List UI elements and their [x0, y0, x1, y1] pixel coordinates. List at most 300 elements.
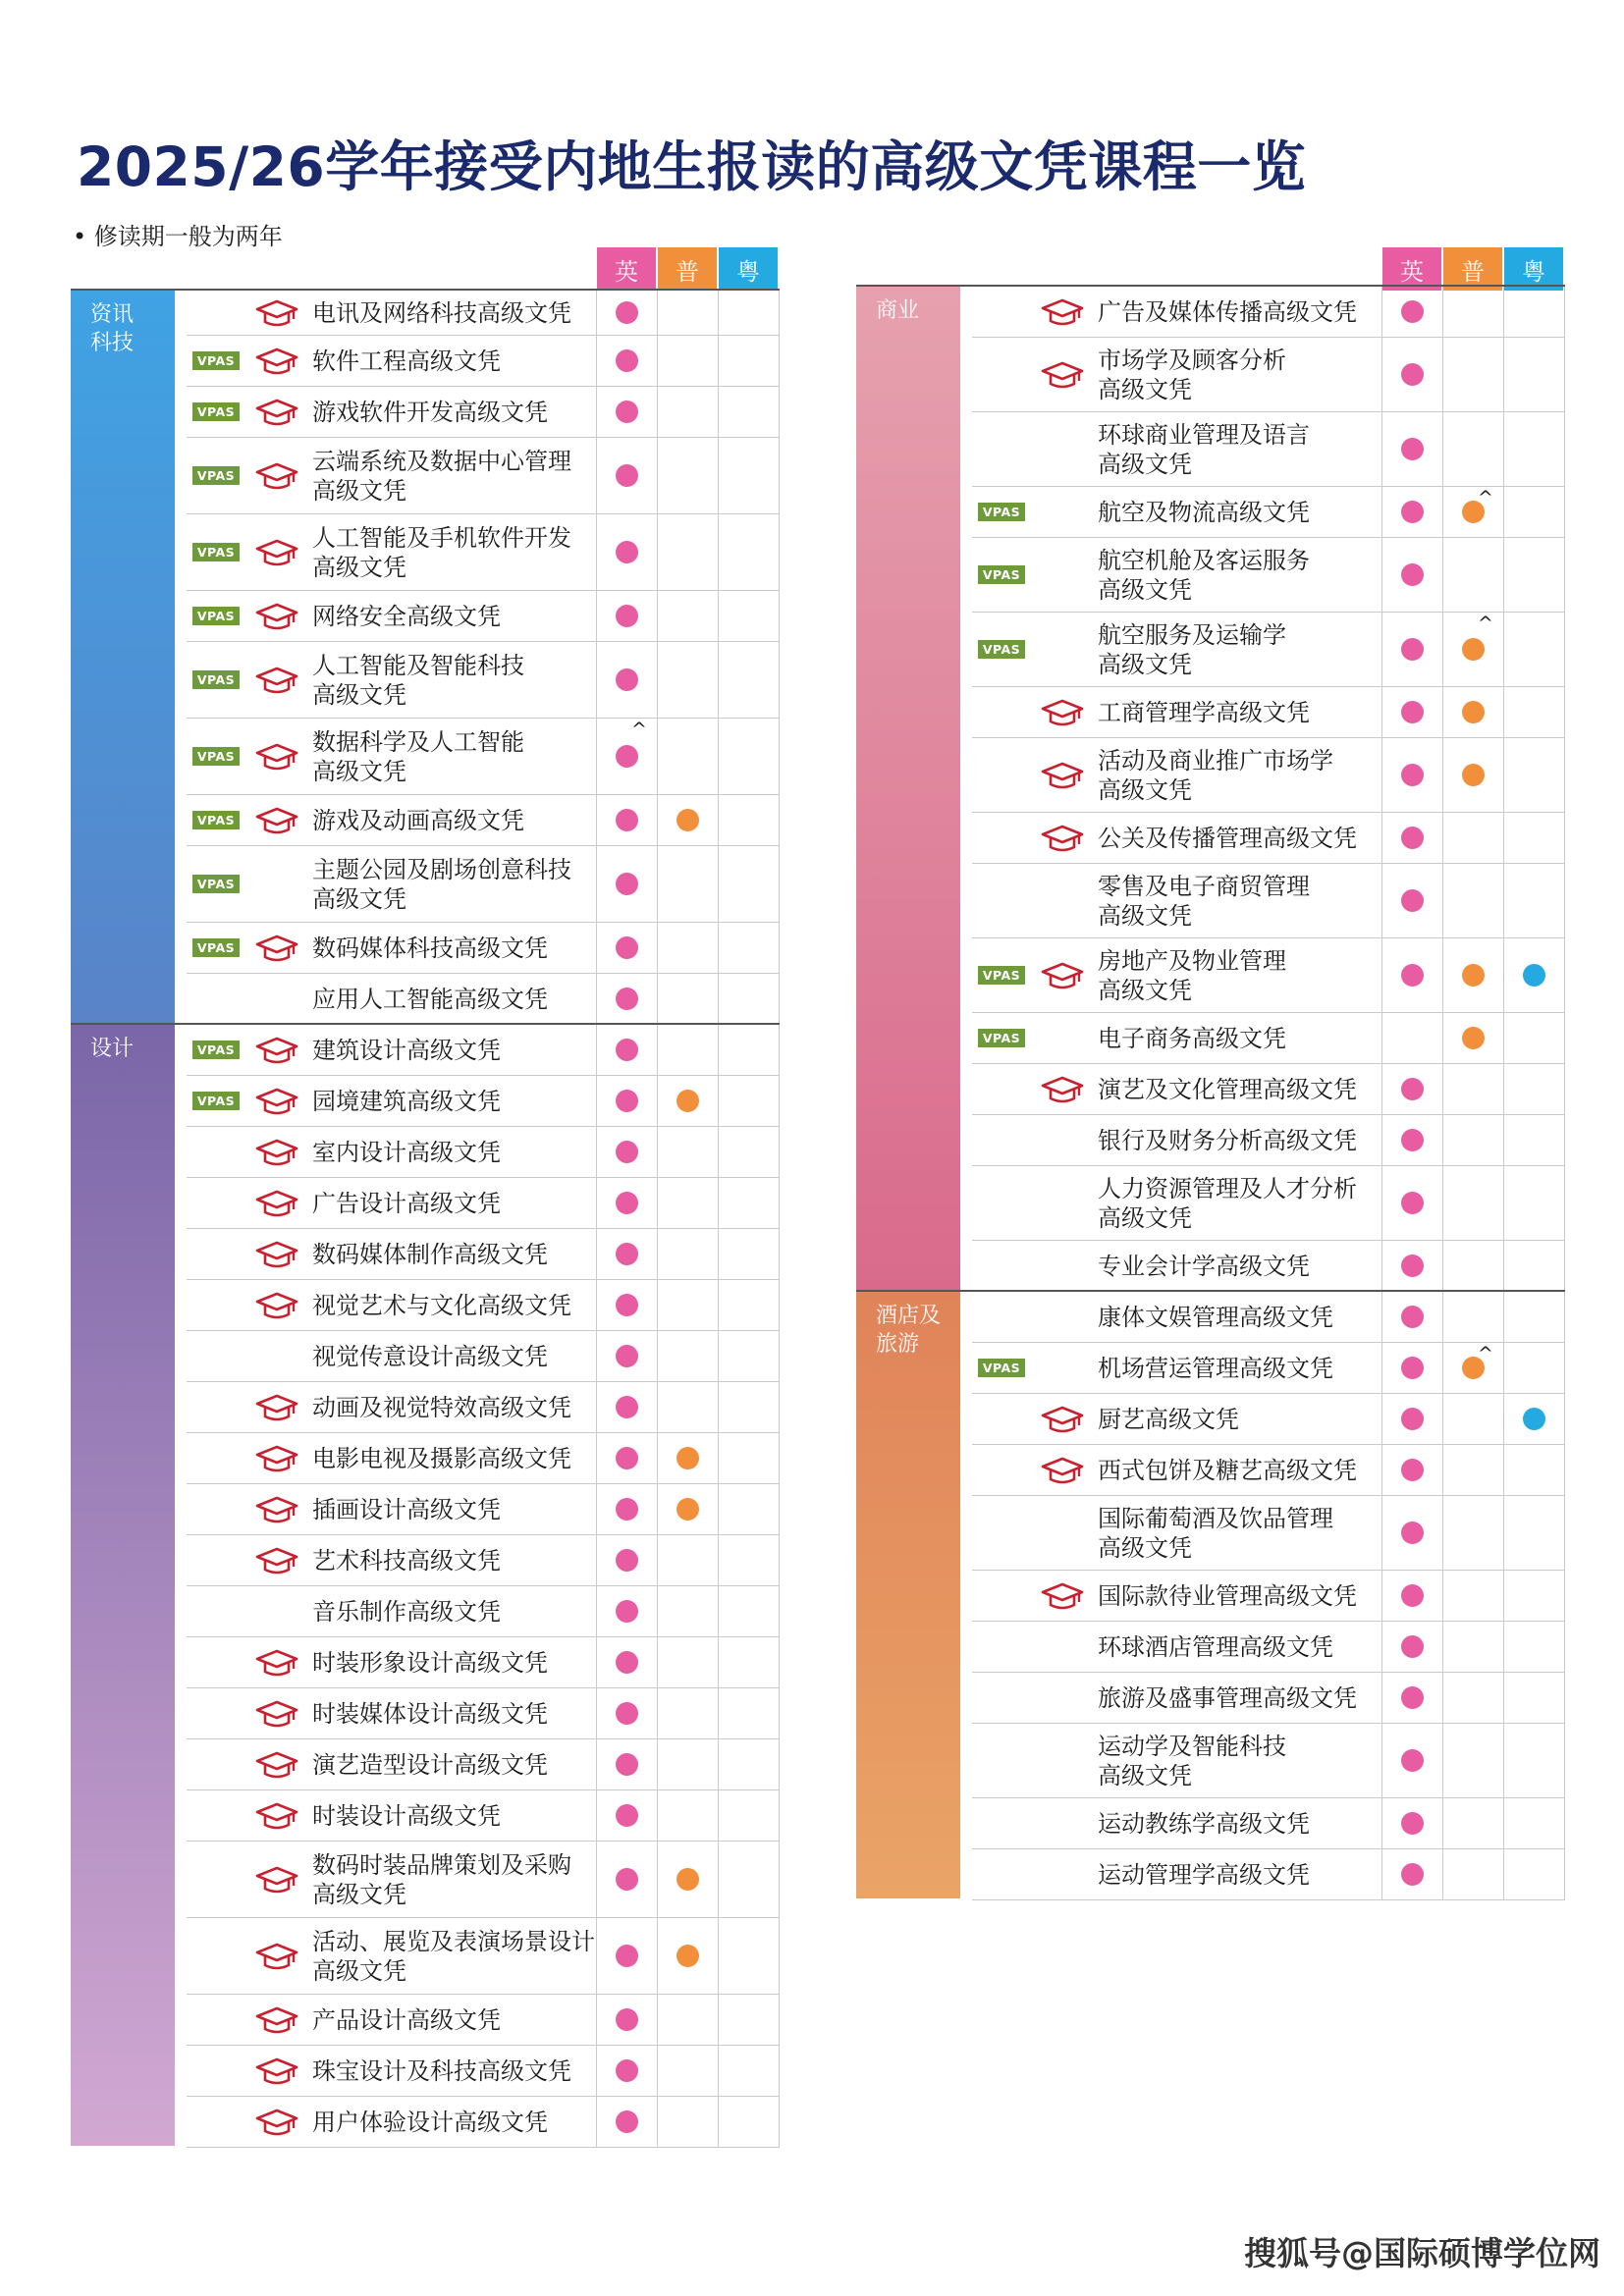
- vpas-cell: [187, 336, 245, 386]
- course-row: [972, 1724, 1565, 1798]
- icon-cell: [245, 1790, 308, 1841]
- english-cell: [597, 846, 658, 922]
- putonghua-cell: [1443, 813, 1504, 863]
- vpas-badge: VPAS: [192, 811, 240, 829]
- icon-cell: [245, 514, 308, 590]
- icon-cell: [1031, 1496, 1094, 1570]
- vpas-cell: [187, 1484, 245, 1534]
- cantonese-header: 粤: [719, 247, 780, 291]
- graduation-cap-icon: [1040, 698, 1085, 727]
- course-name: 国际款待业管理高级文凭: [1094, 1571, 1382, 1621]
- english-dot: [1401, 363, 1424, 386]
- course-name: 电影电视及摄影高级文凭: [308, 1433, 597, 1483]
- course-name: 西式包饼及糖艺高级文凭: [1094, 1445, 1382, 1495]
- english-cell: [1382, 1849, 1443, 1899]
- icon-cell: [245, 1535, 308, 1585]
- graduation-cap-icon: [254, 666, 299, 695]
- vpas-cell: [972, 864, 1031, 937]
- icon-cell: [245, 438, 308, 513]
- icon-cell: [1031, 813, 1094, 863]
- cantonese-cell: [719, 2046, 780, 2096]
- english-dot: [1401, 438, 1424, 460]
- english-cell: [1382, 1394, 1443, 1444]
- english-dot: [616, 1702, 638, 1725]
- course-name: 用户体验设计高级文凭: [308, 2097, 597, 2147]
- vpas-cell: [187, 1229, 245, 1279]
- course-row: [972, 1798, 1565, 1849]
- course-row: [972, 1622, 1565, 1673]
- vpas-cell: [187, 1842, 245, 1917]
- course-row: [187, 1739, 780, 1790]
- graduation-cap-icon: [1040, 1075, 1085, 1104]
- english-dot: [616, 2059, 638, 2082]
- vpas-badge: VPAS: [192, 1092, 240, 1110]
- course-row: [187, 2046, 780, 2097]
- cantonese-cell: [719, 1484, 780, 1534]
- putonghua-cell: [658, 974, 719, 1024]
- category-section: [71, 1023, 780, 2146]
- icon-cell: [245, 1025, 308, 1075]
- icon-cell: [1031, 687, 1094, 737]
- vpas-cell: [972, 1343, 1031, 1393]
- cantonese-cell: [1504, 338, 1565, 411]
- course-row: [187, 1790, 780, 1842]
- icon-cell: [1031, 1064, 1094, 1114]
- cantonese-cell: [1504, 613, 1565, 686]
- english-cell: [1382, 613, 1443, 686]
- vpas-cell: [187, 1739, 245, 1789]
- english-cell: [597, 1842, 658, 1917]
- course-row: [187, 1535, 780, 1586]
- cantonese-cell: [1504, 1115, 1565, 1165]
- vpas-cell: [187, 2097, 245, 2147]
- english-cell: [1382, 1115, 1443, 1165]
- vpas-cell: [972, 487, 1031, 537]
- english-cell: [1382, 487, 1443, 537]
- cantonese-cell: [1504, 1849, 1565, 1899]
- cantonese-cell: [719, 1433, 780, 1483]
- icon-cell: [1031, 1166, 1094, 1240]
- cantonese-cell: [1504, 1622, 1565, 1672]
- icon-cell: [1031, 1241, 1094, 1291]
- putonghua-cell: [658, 1331, 719, 1381]
- english-cell: [597, 1331, 658, 1381]
- english-cell: [597, 1484, 658, 1534]
- icon-cell: [1031, 864, 1094, 937]
- english-cell: [1382, 538, 1443, 612]
- putonghua-cell: [658, 336, 719, 386]
- icon-cell: [245, 2046, 308, 2096]
- english-dot: [1401, 1306, 1424, 1328]
- graduation-cap-icon: [254, 1291, 299, 1320]
- icon-cell: [1031, 1849, 1094, 1899]
- putonghua-cell: [658, 846, 719, 922]
- graduation-cap-icon: [254, 2056, 299, 2086]
- english-cell: [597, 923, 658, 973]
- vpas-cell: [972, 1445, 1031, 1495]
- course-name: 产品设计高级文凭: [308, 1995, 597, 2045]
- putonghua-cell: [1443, 1166, 1504, 1240]
- graduation-cap-icon: [254, 806, 299, 835]
- english-cell: [597, 1739, 658, 1789]
- icon-cell: [245, 1688, 308, 1738]
- english-cell: [597, 1280, 658, 1330]
- graduation-cap-icon: [254, 298, 299, 328]
- english-cell: [1382, 738, 1443, 812]
- icon-cell: [245, 1229, 308, 1279]
- vpas-badge: VPAS: [192, 543, 240, 561]
- icon-cell: [1031, 1013, 1094, 1063]
- course-name: 数码媒体科技高级文凭: [308, 923, 597, 973]
- english-cell: [597, 1637, 658, 1687]
- english-cell: [597, 974, 658, 1024]
- icon-cell: [1031, 1445, 1094, 1495]
- putonghua-cell: [658, 291, 719, 335]
- putonghua-cell: [658, 2046, 719, 2096]
- putonghua-cell: [1443, 1622, 1504, 1672]
- course-name: 数据科学及人工智能 高级文凭: [308, 719, 597, 794]
- vpas-cell: [187, 1127, 245, 1177]
- course-name: 广告设计高级文凭: [308, 1178, 597, 1228]
- course-row: [187, 1586, 780, 1637]
- english-cell: [597, 1382, 658, 1432]
- course-row: [972, 1496, 1565, 1571]
- course-row: [187, 719, 780, 795]
- course-row: [187, 1637, 780, 1688]
- course-name: 时装设计高级文凭: [308, 1790, 597, 1841]
- course-row: [972, 338, 1565, 412]
- putonghua-dot: [1462, 1027, 1485, 1049]
- english-cell: [597, 514, 658, 590]
- course-row: [972, 738, 1565, 813]
- cantonese-cell: [1504, 1798, 1565, 1848]
- putonghua-cell: [1443, 287, 1504, 337]
- icon-cell: [245, 974, 308, 1024]
- category-section: [856, 285, 1565, 1290]
- english-cell: [597, 1790, 658, 1841]
- vpas-badge: VPAS: [192, 607, 240, 625]
- english-cell: [597, 1433, 658, 1483]
- english-dot: [616, 1549, 638, 1572]
- english-cell: [597, 1995, 658, 2045]
- putonghua-cell: [1443, 613, 1504, 686]
- putonghua-cell: [1443, 864, 1504, 937]
- putonghua-cell: [658, 591, 719, 641]
- putonghua-cell: [658, 514, 719, 590]
- english-dot: [1401, 1192, 1424, 1214]
- cantonese-cell: [1504, 487, 1565, 537]
- english-cell: [1382, 1064, 1443, 1114]
- course-name: 房地产及物业管理 高级文凭: [1094, 938, 1382, 1012]
- course-name: 网络安全高级文凭: [308, 591, 597, 641]
- cantonese-header: 粤: [1504, 247, 1565, 291]
- course-name: 人力资源管理及人才分析 高级文凭: [1094, 1166, 1382, 1240]
- vpas-badge: VPAS: [978, 503, 1025, 521]
- vpas-cell: [187, 1688, 245, 1738]
- english-dot: [616, 541, 638, 563]
- course-name: 视觉传意设计高级文凭: [308, 1331, 597, 1381]
- graduation-cap-icon: [254, 461, 299, 491]
- vpas-cell: [972, 1394, 1031, 1444]
- course-name: 零售及电子商贸管理 高级文凭: [1094, 864, 1382, 937]
- icon-cell: [245, 1739, 308, 1789]
- graduation-cap-icon: [254, 347, 299, 376]
- english-dot: [616, 301, 638, 324]
- course-row: [972, 1241, 1565, 1292]
- vpas-badge: VPAS: [978, 1029, 1025, 1047]
- english-dot: [616, 1243, 638, 1265]
- vpas-cell: [187, 974, 245, 1024]
- english-dot: [1401, 1522, 1424, 1544]
- english-cell: [1382, 1292, 1443, 1342]
- english-cell: [1382, 1798, 1443, 1848]
- course-row: [972, 487, 1565, 538]
- icon-cell: [1031, 938, 1094, 1012]
- vpas-cell: [972, 1013, 1031, 1063]
- graduation-cap-icon: [1040, 961, 1085, 990]
- icon-cell: [1031, 338, 1094, 411]
- english-cell: [597, 1586, 658, 1636]
- english-cell: [597, 1127, 658, 1177]
- course-row: [187, 1280, 780, 1331]
- icon-cell: [1031, 738, 1094, 812]
- course-name: 时装形象设计高级文凭: [308, 1637, 597, 1687]
- cantonese-cell: [719, 719, 780, 794]
- course-row: [972, 613, 1565, 687]
- course-row: [187, 1178, 780, 1229]
- icon-cell: [1031, 1724, 1094, 1797]
- english-cell: [597, 1229, 658, 1279]
- putonghua-cell: [658, 1535, 719, 1585]
- graduation-cap-icon: [254, 1240, 299, 1269]
- icon-cell: [245, 1280, 308, 1330]
- course-row: [187, 1995, 780, 2046]
- english-dot: [616, 1651, 638, 1674]
- english-dot: [616, 668, 638, 691]
- cantonese-cell: [1504, 1496, 1565, 1570]
- course-row: [972, 1849, 1565, 1900]
- course-name: 数码时装品牌策划及采购 高级文凭: [308, 1842, 597, 1917]
- course-row: [972, 1166, 1565, 1241]
- vpas-cell: [972, 813, 1031, 863]
- course-row: [972, 1445, 1565, 1496]
- putonghua-dot: [1462, 764, 1485, 786]
- putonghua-cell: [658, 1076, 719, 1126]
- putonghua-cell: [658, 1995, 719, 2045]
- course-row: [187, 1688, 780, 1739]
- english-cell: [1382, 1622, 1443, 1672]
- course-name: 运动学及智能科技 高级文凭: [1094, 1724, 1382, 1797]
- graduation-cap-icon: [254, 1865, 299, 1895]
- cantonese-cell: [1504, 1292, 1565, 1342]
- course-name: 游戏软件开发高级文凭: [308, 387, 597, 437]
- icon-cell: [245, 387, 308, 437]
- english-dot: [616, 1868, 638, 1891]
- course-name: 插画设计高级文凭: [308, 1484, 597, 1534]
- cantonese-cell: [1504, 1445, 1565, 1495]
- course-name: 专业会计学高级文凭: [1094, 1241, 1382, 1291]
- cantonese-cell: [1504, 412, 1565, 486]
- english-cell: [597, 591, 658, 641]
- course-name: 主题公园及剧场创意科技 高级文凭: [308, 846, 597, 922]
- vpas-cell: [972, 1724, 1031, 1797]
- vpas-cell: [187, 1995, 245, 2045]
- vpas-cell: [972, 1496, 1031, 1570]
- english-dot: [1401, 1459, 1424, 1481]
- cantonese-cell: [1504, 1343, 1565, 1393]
- course-row: [972, 1343, 1565, 1394]
- caret-mark: ^: [1478, 487, 1493, 508]
- course-row: [972, 813, 1565, 864]
- icon-cell: [1031, 412, 1094, 486]
- course-name: 国际葡萄酒及饮品管理 高级文凭: [1094, 1496, 1382, 1570]
- course-row: [187, 291, 780, 336]
- vpas-badge: VPAS: [192, 875, 240, 893]
- english-dot: [1401, 701, 1424, 723]
- english-dot: [616, 873, 638, 895]
- putonghua-cell: [1443, 738, 1504, 812]
- putonghua-cell: [658, 2097, 719, 2147]
- course-name: 航空及物流高级文凭: [1094, 487, 1382, 537]
- graduation-cap-icon: [254, 1138, 299, 1167]
- english-header: 英: [1382, 247, 1443, 291]
- cantonese-cell: [719, 1688, 780, 1738]
- english-dot: [1401, 1129, 1424, 1151]
- cantonese-cell: [1504, 687, 1565, 737]
- graduation-cap-icon: [254, 1546, 299, 1575]
- putonghua-cell: [1443, 938, 1504, 1012]
- course-row: [187, 1331, 780, 1382]
- putonghua-cell: [658, 1178, 719, 1228]
- vpas-cell: [187, 642, 245, 718]
- course-name: 旅游及盛事管理高级文凭: [1094, 1673, 1382, 1723]
- course-row: [187, 642, 780, 719]
- vpas-cell: [187, 591, 245, 641]
- course-row: [187, 1842, 780, 1918]
- vpas-cell: [187, 1535, 245, 1585]
- english-cell: [1382, 338, 1443, 411]
- english-dot: [1401, 1812, 1424, 1835]
- vpas-cell: [972, 1798, 1031, 1848]
- english-cell: [597, 387, 658, 437]
- page-title: 2025/26学年接受内地生报读的高级文凭课程一览: [77, 135, 1307, 198]
- cantonese-cell: [719, 514, 780, 590]
- icon-cell: [1031, 1394, 1094, 1444]
- icon-cell: [245, 1586, 308, 1636]
- graduation-cap-icon: [254, 1699, 299, 1729]
- course-name: 室内设计高级文凭: [308, 1127, 597, 1177]
- english-cell: [1382, 1673, 1443, 1723]
- vpas-cell: [972, 287, 1031, 337]
- english-dot: [616, 1753, 638, 1776]
- english-dot: [1401, 1635, 1424, 1658]
- icon-cell: [245, 1484, 308, 1534]
- cantonese-cell: [719, 291, 780, 335]
- icon-cell: [1031, 1343, 1094, 1393]
- icon-cell: [245, 1995, 308, 2045]
- english-dot: [616, 1090, 638, 1112]
- vpas-cell: [187, 1790, 245, 1841]
- course-row: [187, 1025, 780, 1076]
- english-dot: [1401, 889, 1424, 912]
- course-name: 视觉艺术与文化高级文凭: [308, 1280, 597, 1330]
- cantonese-cell: [1504, 1724, 1565, 1797]
- course-row: [187, 514, 780, 591]
- course-row: [972, 1673, 1565, 1724]
- english-cell: [1382, 1166, 1443, 1240]
- cantonese-cell: [1504, 1571, 1565, 1621]
- course-row: [972, 687, 1565, 738]
- graduation-cap-icon: [254, 1189, 299, 1218]
- cantonese-cell: [719, 923, 780, 973]
- course-row: [187, 974, 780, 1025]
- course-row: [187, 1484, 780, 1535]
- icon-cell: [1031, 1292, 1094, 1342]
- course-row: [187, 387, 780, 438]
- english-cell: [1382, 1724, 1443, 1797]
- english-cell: [1382, 412, 1443, 486]
- english-dot: [1401, 764, 1424, 786]
- icon-cell: [245, 923, 308, 973]
- cantonese-dot: [1523, 964, 1545, 987]
- cantonese-cell: [1504, 813, 1565, 863]
- putonghua-cell: [658, 923, 719, 973]
- graduation-cap-icon: [254, 538, 299, 567]
- english-cell: [1382, 938, 1443, 1012]
- english-dot: [616, 1294, 638, 1316]
- vpas-cell: [187, 1280, 245, 1330]
- course-row: [972, 938, 1565, 1013]
- vpas-cell: [187, 291, 245, 335]
- language-header: [597, 247, 780, 291]
- english-cell: [597, 1076, 658, 1126]
- course-row: [187, 2097, 780, 2148]
- english-cell: [597, 291, 658, 335]
- putonghua-cell: [658, 1918, 719, 1994]
- putonghua-cell: [1443, 1292, 1504, 1342]
- course-row: [187, 1127, 780, 1178]
- english-cell: [597, 795, 658, 845]
- putonghua-cell: [658, 1842, 719, 1917]
- putonghua-cell: [1443, 1724, 1504, 1797]
- english-dot: [616, 745, 638, 768]
- vpas-badge: VPAS: [192, 351, 240, 370]
- english-dot: [616, 936, 638, 959]
- course-row: [187, 336, 780, 387]
- vpas-cell: [187, 1331, 245, 1381]
- cantonese-cell: [719, 795, 780, 845]
- course-name: 数码媒体制作高级文凭: [308, 1229, 597, 1279]
- vpas-cell: [187, 1637, 245, 1687]
- cantonese-cell: [719, 438, 780, 513]
- putonghua-cell: [658, 1790, 719, 1841]
- graduation-cap-icon: [254, 1942, 299, 1971]
- course-name: 活动、展览及表演场景设计 高级文凭: [308, 1918, 597, 1994]
- icon-cell: [1031, 287, 1094, 337]
- english-cell: [597, 1535, 658, 1585]
- vpas-badge: VPAS: [978, 1359, 1025, 1377]
- english-cell: [597, 1688, 658, 1738]
- vpas-cell: [187, 1178, 245, 1228]
- course-name: 应用人工智能高级文凭: [308, 974, 597, 1024]
- english-dot: [616, 1345, 638, 1367]
- course-name: 游戏及动画高级文凭: [308, 795, 597, 845]
- course-name: 演艺造型设计高级文凭: [308, 1739, 597, 1789]
- putonghua-cell: [658, 1280, 719, 1330]
- graduation-cap-icon: [254, 1648, 299, 1678]
- english-dot: [616, 1600, 638, 1623]
- category-section: [71, 289, 780, 1023]
